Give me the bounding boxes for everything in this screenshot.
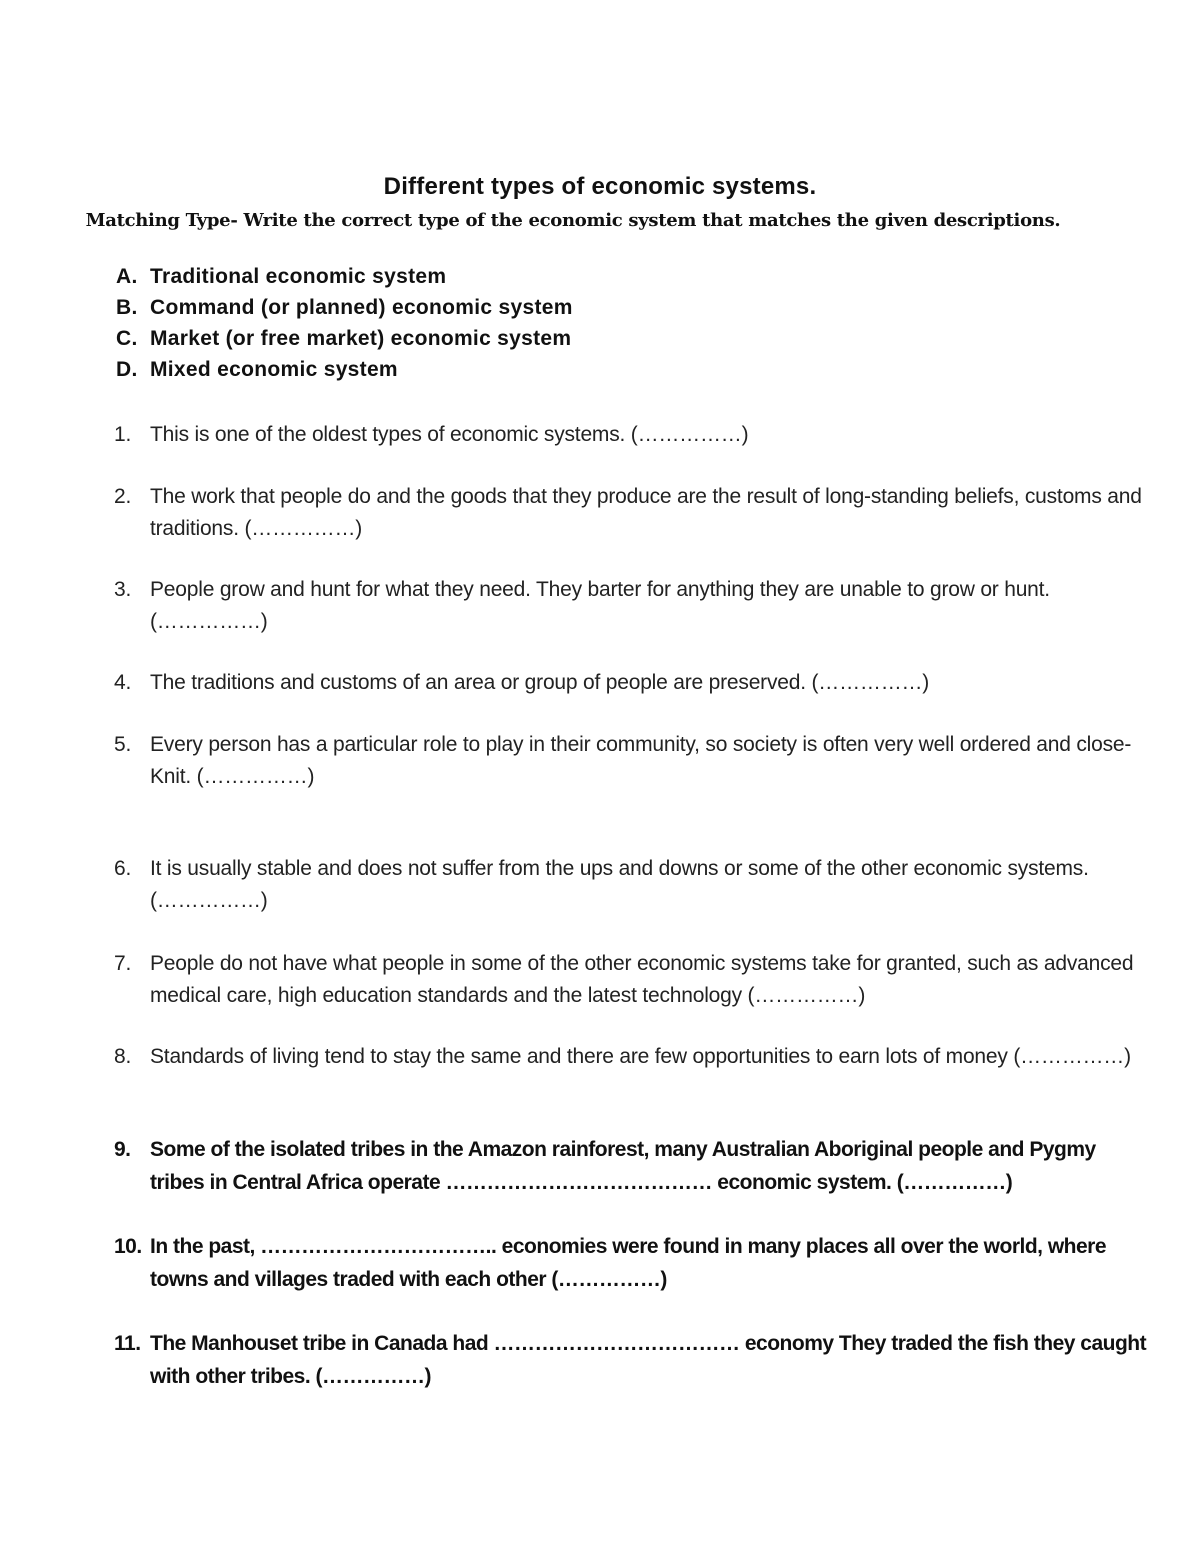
- question-text: People do not have what people in some of the other economic systems take for granted, such as advanced medical care, high education standards and the latest technology (……………): [150, 952, 1134, 1007]
- question-number: 5.: [114, 733, 132, 756]
- question-2: [114, 481, 1154, 544]
- question-10: [114, 1231, 1154, 1296]
- question-number: 11.: [114, 1332, 141, 1355]
- option-letter: D.: [116, 358, 138, 381]
- question-9: [114, 1134, 1154, 1199]
- question-4: [114, 667, 1154, 699]
- answer-options-list: [116, 263, 573, 387]
- question-number: 9.: [114, 1138, 131, 1161]
- page-title: Different types of economic systems.: [383, 173, 817, 200]
- question-text: People grow and hunt for what they need. They barter for anything they are unable to grow or hunt. (……………): [150, 578, 1050, 633]
- option-text: Market (or free market) economic system: [150, 327, 572, 350]
- option-b: [116, 294, 573, 325]
- question-text: The work that people do and the goods that they produce are the result of long-standing beliefs, customs and traditions. (……………): [150, 485, 1142, 540]
- question-8: [114, 1041, 1154, 1073]
- option-d: [116, 356, 573, 387]
- question-text: This is one of the oldest types of economic systems. (……………): [150, 423, 749, 446]
- option-letter: B.: [116, 296, 138, 319]
- option-text: Command (or planned) economic system: [150, 296, 573, 319]
- option-letter: C.: [116, 327, 138, 350]
- question-5: [114, 729, 1154, 792]
- option-text: Mixed economic system: [150, 358, 398, 381]
- option-c: [116, 325, 573, 356]
- question-text: In the past, …………………………….. economies were found in many places all over the world, where towns and villages traded with each other (……………): [150, 1235, 1107, 1291]
- option-text: Traditional economic system: [150, 265, 447, 288]
- instructions: Matching Type- Write the correct type of the economic system that matches the given descriptions.: [85, 210, 1061, 231]
- question-number: 4.: [114, 671, 132, 694]
- option-letter: A.: [116, 265, 138, 288]
- question-text: It is usually stable and does not suffer from the ups and downs or some of the other economic systems. (……………): [150, 857, 1089, 912]
- question-1: [114, 419, 1154, 451]
- question-number: 1.: [114, 423, 132, 446]
- question-number: 6.: [114, 857, 132, 880]
- question-text: The Manhouset tribe in Canada had ……………………………… economy They traded the fish they caught with other tribes. (……………): [150, 1332, 1147, 1388]
- question-3: [114, 574, 1154, 637]
- option-a: [116, 263, 573, 294]
- question-number: 8.: [114, 1045, 132, 1068]
- question-6: [114, 853, 1154, 916]
- question-text: Every person has a particular role to play in their community, so society is often very well ordered and close-Knit. (……………): [150, 733, 1132, 788]
- question-number: 10.: [114, 1235, 142, 1258]
- question-7: [114, 948, 1154, 1011]
- question-number: 2.: [114, 485, 132, 508]
- question-text: The traditions and customs of an area or group of people are preserved. (……………): [150, 671, 930, 694]
- question-number: 7.: [114, 952, 132, 975]
- question-11: [114, 1328, 1154, 1393]
- question-text: Some of the isolated tribes in the Amazon rainforest, many Australian Aboriginal people and Pygmy tribes in Central Africa operate ………………………………… economic system. (……………): [150, 1138, 1096, 1194]
- question-text: Standards of living tend to stay the same and there are few opportunities to earn lots of money (……………): [150, 1045, 1131, 1068]
- question-number: 3.: [114, 578, 132, 601]
